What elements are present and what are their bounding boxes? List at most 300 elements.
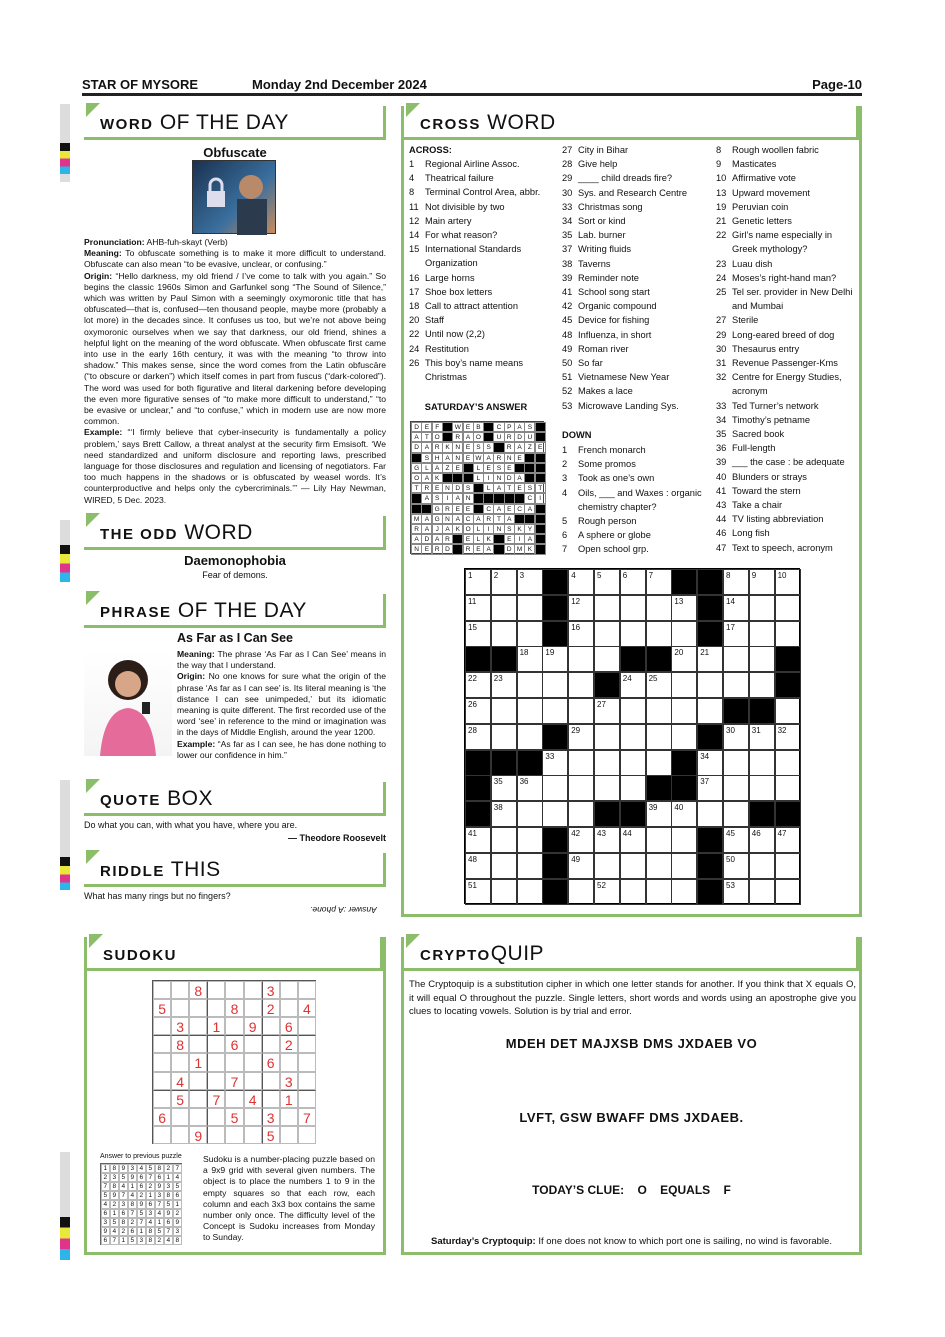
sudoku-cell[interactable] — [171, 1126, 189, 1144]
crossword-cell[interactable] — [646, 827, 672, 853]
crossword-cell[interactable] — [620, 853, 646, 879]
previous-sudoku-cell: 5 — [128, 1236, 137, 1245]
crossword-cell[interactable] — [749, 595, 775, 621]
crossword-cell[interactable]: 43 — [594, 827, 620, 853]
answer-cell: A — [411, 432, 422, 442]
crossword-cell[interactable] — [491, 621, 517, 647]
clue-item — [409, 171, 540, 185]
crossword-cell[interactable] — [568, 646, 594, 672]
phrase-body — [84, 649, 386, 761]
sudoku-cell[interactable]: 3 — [262, 1108, 280, 1126]
crossword-cell[interactable] — [594, 775, 620, 801]
answer-cell: L — [473, 463, 484, 473]
crossword-cell[interactable] — [671, 621, 697, 647]
previous-sudoku-cell: 4 — [146, 1218, 155, 1227]
crossword-cell[interactable] — [775, 750, 801, 776]
crossword-cell[interactable]: 2 — [491, 569, 517, 595]
crossword-cell[interactable] — [594, 621, 620, 647]
sudoku-cell[interactable]: 8 — [225, 999, 243, 1017]
crossword-cell[interactable] — [671, 879, 697, 905]
sudoku-cell[interactable] — [298, 1017, 316, 1035]
crossword-cell[interactable] — [620, 698, 646, 724]
crossword-cell[interactable] — [620, 621, 646, 647]
crossword-cell[interactable] — [775, 879, 801, 905]
crossword-cell[interactable]: 3 — [517, 569, 543, 595]
sudoku-cell[interactable] — [298, 1072, 316, 1090]
clue-item — [562, 200, 687, 214]
clue-number: 36 — [716, 443, 727, 454]
clue-number: 16 — [409, 272, 420, 283]
sudoku-cell[interactable] — [244, 1035, 262, 1053]
crossword-cell[interactable] — [775, 621, 801, 647]
crossword-cell[interactable]: 6 — [620, 569, 646, 595]
sudoku-cell[interactable] — [225, 1126, 243, 1144]
crossword-cell[interactable] — [517, 853, 543, 879]
crossword-cell[interactable] — [517, 672, 543, 698]
crossword-cell[interactable] — [517, 879, 543, 905]
sudoku-cell[interactable] — [280, 999, 298, 1017]
sudoku-cell[interactable] — [225, 1017, 243, 1035]
clue-text: School song start — [578, 287, 650, 298]
crossword-cell[interactable] — [775, 698, 801, 724]
clue-number: 30 — [716, 343, 727, 354]
sudoku-cell[interactable] — [280, 1126, 298, 1144]
crossword-cell[interactable]: 4 — [568, 569, 594, 595]
sudoku-cell[interactable] — [280, 1053, 298, 1071]
previous-sudoku-cell: 2 — [119, 1227, 128, 1236]
crossword-cell[interactable] — [594, 595, 620, 621]
crossword-cell[interactable]: 52 — [594, 879, 620, 905]
sudoku-cell[interactable]: 5 — [262, 1126, 280, 1144]
clue-text: Theatrical failure — [425, 173, 494, 184]
crossword-cell[interactable] — [671, 853, 697, 879]
sudoku-cell[interactable]: 3 — [262, 981, 280, 999]
crossword-cell[interactable]: 26 — [465, 698, 491, 724]
sudoku-cell[interactable] — [298, 1090, 316, 1108]
sudoku-cell[interactable] — [262, 1035, 280, 1053]
crossword-cell[interactable] — [594, 750, 620, 776]
black-square — [646, 775, 672, 801]
answer-cell: R — [452, 432, 463, 442]
crossword-cell[interactable]: 48 — [465, 853, 491, 879]
clue-item — [562, 271, 687, 285]
sudoku-cell[interactable] — [189, 1090, 207, 1108]
clue-item — [716, 512, 852, 526]
crossword-cell[interactable]: 46 — [749, 827, 775, 853]
previous-sudoku-cell: 6 — [173, 1191, 182, 1200]
answer-cell: N — [493, 524, 504, 534]
crossword-cell[interactable] — [697, 801, 723, 827]
crossword-cell[interactable]: 49 — [568, 853, 594, 879]
crossword-cell[interactable] — [749, 879, 775, 905]
clue-text: TV listing abbreviation — [732, 514, 824, 525]
clue-number: 12 — [409, 215, 420, 226]
crossword-cell[interactable]: 5 — [594, 569, 620, 595]
crossword-cell[interactable] — [646, 698, 672, 724]
sudoku-cell[interactable] — [225, 981, 243, 999]
sudoku-cell[interactable] — [153, 1053, 171, 1071]
sudoku-cell[interactable] — [298, 1126, 316, 1144]
crossword-cell[interactable]: 19 — [542, 646, 568, 672]
answer-cell: A — [504, 514, 515, 524]
crossword-cell[interactable] — [671, 827, 697, 853]
sudoku-cell[interactable]: 4 — [244, 1090, 262, 1108]
crossword-cell[interactable] — [542, 775, 568, 801]
previous-sudoku-cell: 8 — [146, 1236, 155, 1245]
sudoku-cell[interactable] — [153, 981, 171, 999]
sudoku-cell[interactable] — [298, 1053, 316, 1071]
crossword-cell[interactable]: 16 — [568, 621, 594, 647]
crossword-cell[interactable] — [646, 750, 672, 776]
crossword-cell[interactable]: 50 — [723, 853, 749, 879]
crossword-cell[interactable] — [517, 595, 543, 621]
clue-number: 20 — [409, 315, 420, 326]
sudoku-cell[interactable] — [207, 1108, 225, 1126]
crossword-cell[interactable]: 12 — [568, 595, 594, 621]
crossword-cell[interactable] — [671, 724, 697, 750]
crossword-cell[interactable] — [594, 646, 620, 672]
crossword-cell[interactable]: 23 — [491, 672, 517, 698]
previous-sudoku-cell: 4 — [101, 1200, 110, 1209]
sudoku-cell[interactable]: 2 — [262, 999, 280, 1017]
crossword-cell[interactable]: 11 — [465, 595, 491, 621]
sudoku-cell[interactable] — [262, 1072, 280, 1090]
crossword-cell[interactable] — [775, 775, 801, 801]
sudoku-cell[interactable] — [225, 1090, 243, 1108]
crossword-cell[interactable]: 9 — [749, 569, 775, 595]
crossword-cell[interactable] — [749, 621, 775, 647]
clue-item — [562, 486, 702, 500]
black-square — [646, 646, 672, 672]
sudoku-cell[interactable]: 7 — [207, 1090, 225, 1108]
sudoku-cell[interactable] — [244, 1108, 262, 1126]
previous-sudoku-cell: 5 — [110, 1218, 119, 1227]
crossword-cell[interactable]: 39 — [646, 801, 672, 827]
sudoku-cell[interactable] — [189, 1017, 207, 1035]
crossword-cell[interactable] — [671, 698, 697, 724]
crossword-cell[interactable] — [749, 672, 775, 698]
sudoku-cell[interactable] — [244, 1072, 262, 1090]
crossword-cell[interactable] — [646, 724, 672, 750]
crossword-cell[interactable] — [620, 879, 646, 905]
crossword-cell[interactable]: 38 — [491, 801, 517, 827]
crossword-cell[interactable]: 14 — [723, 595, 749, 621]
crossword-cell[interactable]: 15 — [465, 621, 491, 647]
crossword-cell[interactable] — [723, 775, 749, 801]
sudoku-cell[interactable] — [171, 1053, 189, 1071]
sudoku-cell[interactable] — [153, 1126, 171, 1144]
crossword-cell[interactable] — [620, 724, 646, 750]
answer-cell: O — [411, 473, 422, 483]
sudoku-cell[interactable] — [207, 1035, 225, 1053]
word-of-day-title: WORD OF THE DAY — [84, 106, 386, 140]
crossword-cell[interactable] — [723, 646, 749, 672]
clue-number: 14 — [409, 230, 420, 241]
answer-cell: N — [442, 483, 453, 493]
crossword-cell[interactable] — [749, 775, 775, 801]
crossword-cell[interactable] — [491, 724, 517, 750]
sudoku-cell[interactable]: 6 — [225, 1035, 243, 1053]
sudoku-cell[interactable]: 7 — [225, 1072, 243, 1090]
crossword-cell[interactable]: 21 — [697, 646, 723, 672]
crossword-cell[interactable]: 22 — [465, 672, 491, 698]
clue-text: Upward movement — [732, 187, 811, 198]
sudoku-cell[interactable]: 4 — [171, 1072, 189, 1090]
crossword-cell[interactable] — [491, 827, 517, 853]
clue-text: Sort or kind — [578, 216, 626, 227]
crossword-cell[interactable] — [697, 672, 723, 698]
clue-item — [562, 299, 687, 313]
crossword-cell[interactable]: 44 — [620, 827, 646, 853]
sudoku-cell[interactable] — [153, 1090, 171, 1108]
crossword-cell[interactable]: 41 — [465, 827, 491, 853]
crossword-cell[interactable]: 10 — [775, 569, 801, 595]
clue-text: Open school grp. — [578, 544, 649, 555]
answer-cell: K — [452, 524, 463, 534]
previous-sudoku-cell: 9 — [128, 1173, 137, 1182]
clue-item — [716, 356, 852, 370]
clue-number: 31 — [716, 358, 727, 369]
crossword-cell[interactable]: 1 — [465, 569, 491, 595]
sudoku-cell[interactable]: 7 — [298, 1108, 316, 1126]
sudoku-cell[interactable]: 1 — [207, 1017, 225, 1035]
clue-text: Thesaurus entry — [732, 343, 800, 354]
answer-cell: E — [463, 442, 474, 452]
sudoku-cell[interactable]: 3 — [280, 1072, 298, 1090]
crossword-cell[interactable] — [517, 698, 543, 724]
sudoku-cell[interactable] — [207, 1126, 225, 1144]
crossword-cell[interactable] — [517, 724, 543, 750]
sudoku-cell[interactable] — [244, 1053, 262, 1071]
crossword-cell[interactable] — [749, 750, 775, 776]
clue-item — [716, 143, 852, 157]
crossword-cell[interactable]: 27 — [594, 698, 620, 724]
clue-text: Timothy’s petname — [732, 414, 811, 425]
clue-item — [562, 242, 687, 256]
crossword-cell[interactable]: 24 — [620, 672, 646, 698]
previous-sudoku-cell: 1 — [110, 1209, 119, 1218]
crossword-cell[interactable] — [723, 801, 749, 827]
crossword-cell[interactable]: 33 — [542, 750, 568, 776]
sudoku-cell[interactable]: 1 — [280, 1090, 298, 1108]
sudoku-cell[interactable]: 5 — [171, 1090, 189, 1108]
answer-cell: M — [514, 544, 525, 554]
answer-cell: R — [504, 432, 515, 442]
sudoku-cell[interactable] — [153, 1017, 171, 1035]
sudoku-cell[interactable]: 9 — [244, 1017, 262, 1035]
sudoku-cell[interactable] — [244, 981, 262, 999]
crossword-cell[interactable]: 17 — [723, 621, 749, 647]
crossword-cell[interactable] — [517, 827, 543, 853]
previous-sudoku-cell: 8 — [110, 1182, 119, 1191]
sudoku-cell[interactable]: 6 — [262, 1053, 280, 1071]
crossword-cell[interactable]: 13 — [671, 595, 697, 621]
crossword-cell[interactable] — [542, 672, 568, 698]
clue-number: 7 — [562, 544, 568, 555]
crossword-cell[interactable]: 30 — [723, 724, 749, 750]
sudoku-cell[interactable]: 8 — [189, 981, 207, 999]
crossword-cell[interactable] — [723, 750, 749, 776]
crossword-cell[interactable]: 47 — [775, 827, 801, 853]
crossword-cell[interactable]: 51 — [465, 879, 491, 905]
sudoku-cell[interactable]: 6 — [280, 1017, 298, 1035]
clue-number: 47 — [716, 542, 727, 553]
sudoku-cell[interactable] — [189, 1035, 207, 1053]
sudoku-cell[interactable] — [153, 1072, 171, 1090]
sudoku-cell[interactable] — [280, 981, 298, 999]
crossword-cell[interactable]: 45 — [723, 827, 749, 853]
answer-cell: D — [452, 483, 463, 493]
crossword-cell[interactable]: 40 — [671, 801, 697, 827]
crossword-cell[interactable]: 28 — [465, 724, 491, 750]
sudoku-cell[interactable]: 1 — [189, 1053, 207, 1071]
clue-text: Toward the stern — [732, 485, 801, 496]
clue-text: A sphere or globe — [578, 530, 651, 541]
sudoku-cell[interactable] — [207, 1053, 225, 1071]
clue-number: 2 — [562, 459, 568, 470]
sudoku-cell[interactable] — [171, 999, 189, 1017]
crossword-cell[interactable] — [749, 853, 775, 879]
answer-cell: E — [483, 463, 494, 473]
sudoku-cell[interactable] — [189, 1108, 207, 1126]
crossword-cell[interactable]: 32 — [775, 724, 801, 750]
previous-sudoku-cell: 8 — [146, 1227, 155, 1236]
sudoku-cell[interactable]: 3 — [171, 1017, 189, 1035]
crossword-cell[interactable] — [568, 698, 594, 724]
crossword-cell[interactable] — [620, 750, 646, 776]
sudoku-cell[interactable] — [262, 1090, 280, 1108]
sudoku-cell[interactable]: 9 — [189, 1126, 207, 1144]
clue-number: 15 — [409, 244, 420, 255]
crossword-cell[interactable] — [568, 879, 594, 905]
clue-number: 44 — [716, 514, 727, 525]
previous-sudoku-cell: 7 — [119, 1191, 128, 1200]
crossword-cell[interactable]: 34 — [697, 750, 723, 776]
crossword-cell[interactable] — [568, 801, 594, 827]
clue-text: Long fish — [732, 528, 770, 539]
page-header — [82, 76, 862, 96]
crossword-cell[interactable] — [491, 879, 517, 905]
crossword-cell[interactable]: 35 — [491, 775, 517, 801]
sudoku-cell[interactable] — [189, 999, 207, 1017]
crossword-cell[interactable] — [542, 801, 568, 827]
crossword-cell[interactable]: 29 — [568, 724, 594, 750]
previous-sudoku-cell: 3 — [119, 1200, 128, 1209]
previous-sudoku-cell: 1 — [155, 1218, 164, 1227]
clue-item — [716, 214, 852, 228]
crossword-cell[interactable] — [542, 698, 568, 724]
crossword-cell[interactable]: 20 — [671, 646, 697, 672]
answer-cell: A — [483, 453, 494, 463]
clue-item — [409, 200, 540, 214]
crossword-cell[interactable] — [517, 621, 543, 647]
clue-number: 5 — [562, 516, 568, 527]
sudoku-cell[interactable] — [280, 1108, 298, 1126]
crossword-cell[interactable]: 37 — [697, 775, 723, 801]
answer-cell: K — [483, 534, 494, 544]
sudoku-cell[interactable] — [171, 1108, 189, 1126]
crossword-cell[interactable] — [646, 621, 672, 647]
crossword-cell[interactable] — [491, 698, 517, 724]
crossword-cell[interactable] — [646, 853, 672, 879]
crossword-cell[interactable] — [646, 595, 672, 621]
crossword-cell[interactable] — [568, 750, 594, 776]
crossword-cell[interactable] — [620, 775, 646, 801]
sudoku-cell[interactable] — [189, 1072, 207, 1090]
crossword-cell[interactable] — [517, 801, 543, 827]
previous-sudoku-cell: 5 — [137, 1209, 146, 1218]
crossword-cell[interactable] — [646, 879, 672, 905]
sudoku-cell[interactable] — [244, 999, 262, 1017]
crossword-cell[interactable]: 7 — [646, 569, 672, 595]
clue-number: 53 — [562, 400, 573, 411]
sudoku-cell[interactable] — [207, 1072, 225, 1090]
crossword-cell[interactable] — [568, 672, 594, 698]
answer-cell: E — [504, 463, 515, 473]
black-square — [697, 853, 723, 879]
crossword-cell[interactable] — [620, 595, 646, 621]
crossword-cell[interactable] — [697, 698, 723, 724]
answer-cell: S — [432, 493, 443, 503]
crossword-cell[interactable] — [594, 853, 620, 879]
crossword-cell[interactable] — [491, 853, 517, 879]
sudoku-cell[interactable] — [262, 1017, 280, 1035]
sudoku-cell[interactable] — [298, 1035, 316, 1053]
sudoku-cell[interactable] — [298, 981, 316, 999]
sudoku-cell[interactable]: 2 — [280, 1035, 298, 1053]
sudoku-cell[interactable]: 5 — [153, 999, 171, 1017]
previous-sudoku-cell: 2 — [137, 1191, 146, 1200]
previous-sudoku-cell: 5 — [173, 1182, 182, 1191]
crossword-cell[interactable]: 53 — [723, 879, 749, 905]
sudoku-cell[interactable]: 4 — [298, 999, 316, 1017]
crossword-cell[interactable] — [568, 775, 594, 801]
crossword-cell[interactable]: 36 — [517, 775, 543, 801]
crossword-cell[interactable]: 25 — [646, 672, 672, 698]
clue-item — [716, 370, 852, 384]
crossword-cell[interactable] — [594, 724, 620, 750]
crossword-cell[interactable] — [775, 595, 801, 621]
sudoku-cell[interactable] — [207, 999, 225, 1017]
sudoku-cell[interactable]: 8 — [171, 1035, 189, 1053]
crossword-cell[interactable] — [671, 672, 697, 698]
sudoku-cell[interactable] — [207, 981, 225, 999]
crossword-cell[interactable] — [491, 595, 517, 621]
crossword-cell[interactable]: 8 — [723, 569, 749, 595]
clue-number: 52 — [562, 386, 573, 397]
sudoku-cell[interactable]: 6 — [153, 1108, 171, 1126]
cryptoquip-title: CRYPTOQUIP — [404, 937, 859, 971]
answer-cell: D — [421, 534, 432, 544]
sudoku-cell[interactable] — [171, 981, 189, 999]
previous-sudoku-cell: 9 — [119, 1164, 128, 1173]
clue-text: Organic compound — [578, 301, 657, 312]
crossword-cell[interactable] — [749, 646, 775, 672]
sudoku-cell[interactable] — [244, 1126, 262, 1144]
previous-sudoku-cell: 5 — [101, 1191, 110, 1200]
crossword-cell[interactable] — [723, 672, 749, 698]
sudoku-cell[interactable]: 5 — [225, 1108, 243, 1126]
clue-number: 43 — [716, 500, 727, 511]
crossword-cell[interactable]: 31 — [749, 724, 775, 750]
crossword-cell[interactable]: 42 — [568, 827, 594, 853]
sudoku-cell[interactable] — [153, 1035, 171, 1053]
sudoku-cell[interactable] — [225, 1053, 243, 1071]
crossword-cell[interactable] — [775, 853, 801, 879]
clue-text: and Mumbai — [732, 301, 784, 312]
crossword-cell[interactable]: 18 — [517, 646, 543, 672]
paper-name: STAR OF MYSORE — [82, 77, 199, 92]
